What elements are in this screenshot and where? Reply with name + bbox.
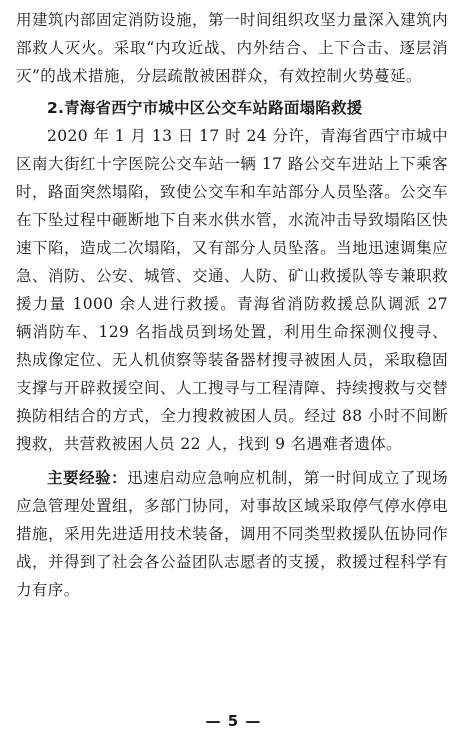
- continued-paragraph: 用建筑内部固定消防设施，第一时间组织攻坚力量深入建筑内部救人灭火。采取“内攻近战、内外结合、上下合击、逐层消灭”的战术措施，分层疏散被困群众，有效控制火势蔓延。: [16, 11, 448, 85]
- document-page: [16, 0, 448, 604]
- experience-label: 主要经验：: [47, 469, 128, 487]
- experience-paragraph: [16, 464, 448, 604]
- case-paragraph: 2020 年 1 月 13 日 17 时 24 分许，青海省西宁市城中区南大街红十字医院公交车站一辆 17 路公交车进站上下乘客时，路面突然塌陷，致使公交车和车站部分人员坠落。公交车在下坠过程中砸断地下自来水供水管，水流冲击导致塌陷区快速下陷，造成二次塌陷，又有部分人员坠落。当地迅速调集应急、消防、公安、城管、交通、人防、矿山救援队等专兼职救援力量 1000 余人进行救援。青海省消防救援总队调派 27 辆消防车、129 名指战员到场处置，利用生命探测仪搜寻、热成像定位、无人机侦察等装备器材搜寻被困人员，采取稳固支撑与开辟救援空间、人工搜寻与工程清障、持续搜救与交替换防相结合的方式，全力搜救被困人员。经过 88 小时不间断搜救，共营救被困人员 22 人，找到 9 名遇难者遗体。: [16, 127, 448, 453]
- section-heading: 2.青海省西宁市城中区公交车站路面塌陷救援: [47, 99, 363, 117]
- page-number: — 5 —: [205, 712, 262, 730]
- experience-text: 迅速启动应急响应机制，第一时间成立了现场应急管理处置组，多部门协同，对事故区域采取停气停水停电措施，采用先进适用技术装备，调用不同类型救援队伍协同作战，并得到了社会各公益团队志愿者的支援，救援过程科学有力有序。: [16, 469, 448, 599]
